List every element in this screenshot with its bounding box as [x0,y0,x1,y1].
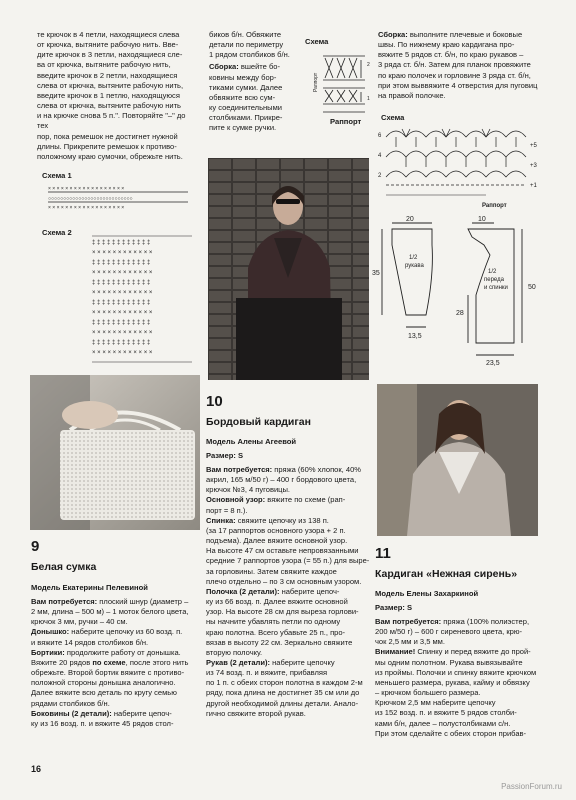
scheme1-label: Схема 1 [42,171,72,180]
row-label: 2 [367,62,370,68]
dim-label: 13,5 [408,333,422,340]
svg-text:× × × × × × × × × × × ×: × × × × × × × × × × × × [92,270,153,276]
row-label: +3 [530,163,537,169]
project-11-text: Вам потребуется: пряжа (100% полиэстер, 200 м/50 г) – 600 г сиреневого цвета, крю- чок 2,5 мм и 3,5 мм. Внимание! Спинку и перед вяжите до прой- мы одним полотном. Рукава вывязывайте из проймы. Полочки и спинку вяжите крючком меньшего размера, рукава, кайму и обвязку – крючком большего размера. Крючком 2,5 мм наберите цепочку из 152 возд. п. и вяжите 5 рядов столби- ками б/н, далее – полустолбиками с/н. При этом сделайте с обеих сторон прибав- [375,617,537,738]
text-line: по краю полочек и горловине 3 ряда ст. б/н, [378,70,531,80]
lilac-cardigan-photo [377,384,538,536]
repeat-side-label: Раппорт [313,72,319,92]
text-line: слева от крючка, вытяните рабочую нить, [37,80,184,90]
svg-text:× × × × × × × × × × × ×: × × × × × × × × × × × × [92,350,153,356]
row-label: +1 [530,183,537,189]
sleeve-label-2: рукава [405,263,424,269]
row-label: 4 [378,153,382,159]
scheme-right-label: Схема [381,113,405,122]
text-line: длины. Прикрепите ремешок к противо- [37,141,177,151]
model-author-10: Модель Алены Агеевой [206,437,297,446]
project-title-9: Белая сумка [31,561,97,573]
repeat-label: Раппорт [482,203,507,209]
text-line: вшейте бо- [238,62,281,72]
body-label-1: 1/2 [488,269,497,275]
text-line: при этом выввяжите 4 отверстия для пуговиц [378,80,538,90]
scheme-top-repeat: Раппорт [330,117,362,126]
svg-text:× × × × × × × × × × × × × × ×: × × × × × × × × × × × × × × × × × × [48,205,125,211]
text-line: детали по периметру [209,40,284,50]
text-line: на правой полочке. [378,90,446,100]
scheme1-marks [48,186,133,211]
svg-text:× × × × × × × × × × × ×: × × × × × × × × × × × × [92,250,153,256]
text-line: 1 рядом столбиков б/н. [209,50,290,60]
text-line: те крючок в 4 петли, находящиеся слева [37,30,180,39]
dim-label: 28 [456,310,464,317]
body-label-2: переда [484,277,504,283]
text-line: пор, пока ремешок не достигнет нужной [37,131,178,141]
project-title-10: Бордовый кардиган [206,416,311,428]
text-line: 3 ряда ст. б/н. Затем для планок провяжите [378,60,531,70]
text-line: от крючка, вытяните рабочую нить. Вве- [37,40,179,50]
assembly-paragraph [209,62,299,72]
scheme-top-diagram [303,48,373,128]
burgundy-cardigan-photo [208,158,369,380]
dim-label: 20 [406,216,414,223]
size-10: Размер: S [206,451,244,460]
col1-top-text [37,30,197,162]
project-title-11: Кардиган «Нежная сирень» [375,568,518,580]
project-9-text: Вам потребуется: плоский шнур (диаметр – 2 мм, длина – 500 м) – 1 моток белого цвета, крючок 3 мм, ручки – 40 см. Донышко: наберите цепочку из 60 возд. п. и вяжите 14 рядов столбиков б/н. Бортики: продолжите работу от донышка. Вяжите 20 рядов по схеме, после этого нить обрежьте. Второй бортик вяжите с противо- положной стороны донышка аналогично. Далее вяжите всю деталь по кругу семью рядами столбиков б/н. Боковины (2 детали): наберите цепоч- ку из 16 возд. п. и вяжите 45 рядов стол- [31,597,189,728]
dim-label: 23,5 [486,360,500,367]
text-line: выполните плечевые и боковые [407,30,523,39]
row-label: 1 [367,96,370,102]
row-label: 6 [378,133,382,139]
scheme2-diagram [88,232,198,370]
svg-text:× × × × × × × × × × × ×: × × × × × × × × × × × × [92,330,153,336]
row-label: +5 [530,143,537,149]
scheme2-label: Схема 2 [42,228,72,237]
row-label: 2 [378,173,382,179]
page-number: 16 [31,764,42,774]
text-line: положному краю сумочки, обрежьте нить. [37,151,183,161]
col2-top-text [209,30,299,134]
text-line: тиками сумки. Далее [209,82,283,92]
project-number-10: 10 [206,393,223,410]
svg-text:‡ ‡ ‡ ‡ ‡ ‡ ‡ ‡ ‡ ‡ ‡ ‡: ‡ ‡ ‡ ‡ ‡ ‡ ‡ ‡ ‡ ‡ ‡ ‡ [92,320,151,326]
svg-text:× × × × × × × × × × × × × × ×: × × × × × × × × × × × × × × × × × × [48,186,125,192]
svg-text:‡ ‡ ‡ ‡ ‡ ‡ ‡ ‡ ‡ ‡ ‡ ‡: ‡ ‡ ‡ ‡ ‡ ‡ ‡ ‡ ‡ ‡ ‡ ‡ [92,300,151,306]
text-line: и на крючке снова 5 п.". Повторяйте "–" до тех [37,111,186,131]
scheme-top-label: Схема [305,37,329,46]
text-line: столбиками. Прикре- [209,113,283,123]
project-10-text: Вам потребуется: пряжа (60% хлопок, 40% акрил, 165 м/50 г) – 400 г бордового цвета, крючок №3, 4 пуговицы. Основной узор: вяжите по схеме (рап- порт = 8 п.). Спинка: свяжите цепочку из 138 п. (за 17 раппортов основного узора + 2 п. подъема). Далее вяжите основной узор. На высоте 47 см оставьте непровязанными средние 7 раппортов узора (= 55 п.) для выре- за горловины. Затем свяжите каждое плечо отдельно – по 3 см основным узором. Полочка (2 детали): наберите цепоч- ку из 66 возд. п. Далее вяжите основной узор. На высоте 28 см для выреза горлови- ны начните убавлять петли по одному краю полотна. Всего убавьте 25 п., про- вязав в высоту 22 см. Зеркально свяжите вторую полочку. Рукав (2 детали): наберите цепочку из 74 возд. п. и вяжите, прибавляя по 1 п. с обеих сторон полотна в каждом 2-м ряду, пока длина не достигнет 35 см или до другой необходимой длины детали. Анало- гично свяжите второй рукав. [206,465,370,718]
size-11: Размер: S [375,603,413,612]
svg-text:× × × × × × × × × × × ×: × × × × × × × × × × × × [92,310,153,316]
text-line: дите крючок в 3 петли, находящиеся сле- [37,50,183,60]
model-author-9: Модель Екатерины Пелевиной [31,583,148,592]
text-line: биков б/н. Обвяжите [209,30,282,39]
text-line: ку соединительными [209,103,282,113]
bag-photo [30,375,200,530]
svg-text:× × × × × × × × × × × ×: × × × × × × × × × × × × [92,290,153,296]
sleeve-label-1: 1/2 [409,255,418,261]
text-line: слева от крючка, вытяните рабочую нить [37,101,181,111]
svg-text:‡ ‡ ‡ ‡ ‡ ‡ ‡ ‡ ‡ ‡ ‡ ‡: ‡ ‡ ‡ ‡ ‡ ‡ ‡ ‡ ‡ ‡ ‡ ‡ [92,240,151,246]
project-number-9: 9 [31,538,40,555]
cardigan-pattern-diagram [372,215,546,375]
text-line: швы. По нижнему краю кардигана про- [378,40,515,50]
project-number-11: 11 [375,545,391,562]
text-line: обвяжите всю сум- [209,92,276,102]
text-line: ковины между бор- [209,72,277,82]
text-line: введите крючок в 2 петли, находящиеся [37,70,178,80]
svg-text:‡ ‡ ‡ ‡ ‡ ‡ ‡ ‡ ‡ ‡ ‡ ‡: ‡ ‡ ‡ ‡ ‡ ‡ ‡ ‡ ‡ ‡ ‡ ‡ [92,280,151,286]
svg-text:‡ ‡ ‡ ‡ ‡ ‡ ‡ ‡ ‡ ‡ ‡ ‡: ‡ ‡ ‡ ‡ ‡ ‡ ‡ ‡ ‡ ‡ ‡ ‡ [92,340,151,346]
col4-top-text [378,30,546,101]
model-author-11: Модель Елены Захаркиной [375,589,479,598]
body-label-3: и спинки [484,285,508,291]
watermark: PassionForum.ru [501,782,562,791]
svg-text:○○○○○○○○○○○○○○○○○○○○○○○○○○○○: ○○○○○○○○○○○○○○○○○○○○○○○○○○○○ [48,196,133,202]
scheme-right-diagram [376,123,546,213]
text-line: ва от крючка, вытяните рабочую нить, [37,60,171,70]
dim-label: 50 [528,284,536,291]
scheme1-diagram [44,182,194,212]
assembly-label: Сборка: [378,30,408,39]
text-line: вяжите 5 рядов ст. б/н, по краю рукавов – [378,50,524,60]
dim-label: 35 [372,270,380,277]
dim-label: 10 [478,216,486,223]
assembly-label: Сборка: [209,62,239,72]
text-line: пите к сумке ручки. [209,123,277,133]
svg-text:‡ ‡ ‡ ‡ ‡ ‡ ‡ ‡ ‡ ‡ ‡ ‡: ‡ ‡ ‡ ‡ ‡ ‡ ‡ ‡ ‡ ‡ ‡ ‡ [92,260,151,266]
text-line: введите крючок в 1 петлю, находящуюся [37,90,180,100]
